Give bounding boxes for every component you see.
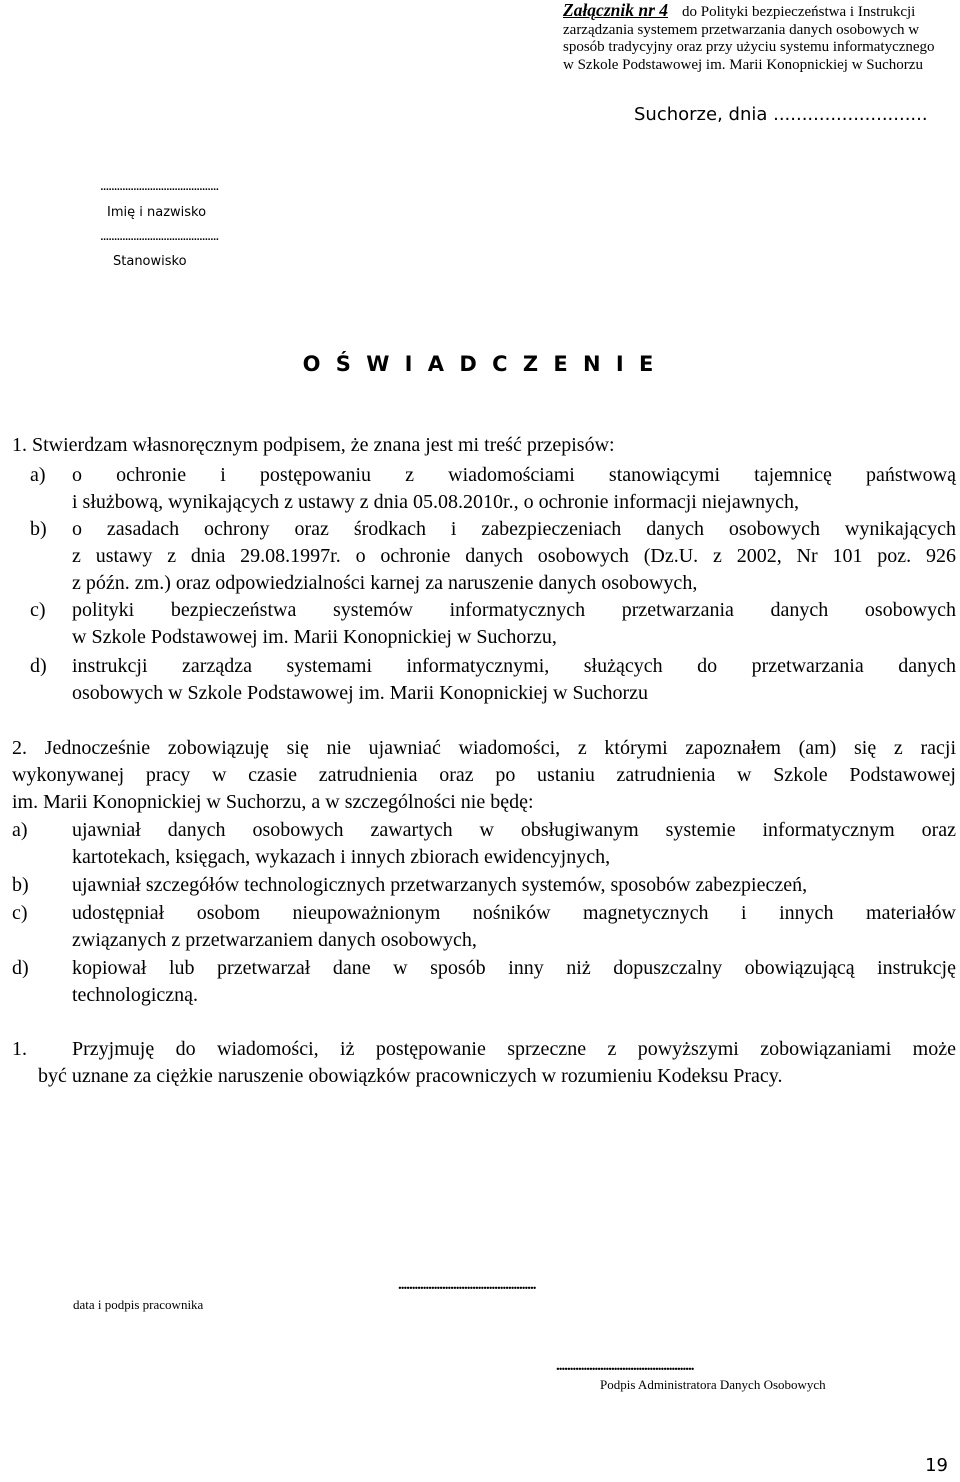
item-1d-label: d) bbox=[30, 655, 47, 677]
admin-signature-label: Podpis Administratora Danych Osobowych bbox=[600, 1377, 826, 1392]
document-heading: O Ś W I A D C Z E N I E bbox=[302, 352, 658, 376]
section-2-line-2: wykonywanej pracy w czasie zatrudnienia oraz po ustaniu zatrudnienia w Szkole Podstawowej bbox=[12, 764, 956, 786]
admin-signature-dots: .................................................. bbox=[556, 1358, 694, 1374]
item-1c-line-1: polityki bezpieczeństwa systemów informatycznych przetwarzania danych osobowych bbox=[72, 599, 956, 621]
place-date: Suchorze, dnia ........................... bbox=[634, 104, 928, 125]
section-2-line-3: im. Marii Konopnickiej w Suchorzu, a w szczególności nie będę: bbox=[12, 791, 534, 813]
item-1a-label: a) bbox=[30, 464, 46, 486]
employee-signature-label: data i podpis pracownika bbox=[73, 1297, 204, 1312]
item-2a-line-1: ujawniał danych osobowych zawartych w obsługiwanym systemie informatycznym oraz bbox=[72, 819, 956, 841]
employee-signature-dots: .................................................. bbox=[398, 1277, 536, 1293]
item-1b-line-2: z ustawy z dnia 29.08.1997r. o ochronie danych osobowych (Dz.U. z 2002, Nr 101 poz. 926 bbox=[72, 545, 956, 567]
section-3-number: 1. bbox=[12, 1038, 27, 1060]
item-2b-label: b) bbox=[12, 874, 29, 896]
item-2b-line-1: ujawniał szczegółów technologicznych przetwarzanych systemów, sposobów zabezpieczeń, bbox=[72, 874, 808, 896]
item-2d-line-1: kopiował lub przetwarzał dane w sposób inny niż dopuszczalny obowiązującą instrukcję bbox=[72, 957, 956, 979]
section-1-intro: 1. Stwierdzam własnoręcznym podpisem, że znana jest mi treść przepisów: bbox=[12, 434, 615, 456]
item-1b-line-3: z późn. zm.) oraz odpowiedzialności karnej za naruszenie danych osobowych, bbox=[72, 572, 698, 594]
item-2a-line-2: kartotekach, księgach, wykazach i innych zbiorach ewidencyjnych, bbox=[72, 846, 611, 868]
header-line-3: sposób tradycyjny oraz przy użyciu systemu informatycznego bbox=[563, 39, 935, 55]
section-3-line-2: być uznane za ciężkie naruszenie obowiązków pracowniczych w rozumieniu Kodeksu Pracy. bbox=[38, 1065, 783, 1087]
item-1d-line-2: osobowych w Szkole Podstawowej im. Marii Konopnickiej w Suchorzu bbox=[72, 682, 649, 704]
item-2d-label: d) bbox=[12, 957, 29, 979]
name-dots: ........................................... bbox=[100, 178, 219, 194]
item-1c-line-2: w Szkole Podstawowej im. Marii Konopnickiej w Suchorzu, bbox=[72, 626, 557, 648]
item-2c-label: c) bbox=[12, 902, 28, 924]
position-label: Stanowisko bbox=[113, 254, 187, 269]
header-note bbox=[563, 2, 957, 74]
item-2c-line-1: udostępniał osobom nieupoważnionym nośników magnetycznych i innych materiałów bbox=[72, 902, 956, 924]
name-label: Imię i nazwisko bbox=[107, 205, 207, 220]
item-1b-line-1: o zasadach ochrony oraz środkach i zabezpieczeniach danych osobowych wynikających bbox=[72, 518, 956, 540]
item-1a-line-1: o ochronie i postępowaniu z wiadomościami stanowiącymi tajemnicę państwową bbox=[72, 464, 956, 486]
attachment-title: Załącznik nr 4 bbox=[563, 0, 669, 20]
section-3-line-1: Przyjmuję do wiadomości, iż postępowanie sprzeczne z powyższymi zobowiązaniami może bbox=[72, 1038, 956, 1060]
item-1a-line-2: i służbową, wynikających z ustawy z dnia 05.08.2010r., o ochronie informacji niejawnych, bbox=[72, 491, 800, 513]
item-2d-line-2: technologiczną. bbox=[72, 984, 199, 1006]
header-line-4: w Szkole Podstawowej im. Marii Konopnickiej w Suchorzu bbox=[563, 56, 923, 73]
section-2-line-1: 2. Jednocześnie zobowiązuję się nie ujawniać wiadomości, z którymi zapoznałem (am) się z racji bbox=[12, 737, 956, 759]
item-1c-label: c) bbox=[30, 599, 46, 621]
item-2a-label: a) bbox=[12, 819, 28, 841]
position-dots: ........................................... bbox=[100, 228, 219, 244]
header-line-2: zarządzania systemem przetwarzania danych osobowych w bbox=[563, 21, 920, 38]
item-2c-line-2: związanych z przetwarzaniem danych osobowych, bbox=[72, 929, 477, 951]
page-number: 19 bbox=[925, 1455, 948, 1476]
item-1d-line-1: instrukcji zarządza systemami informatycznymi, służących do przetwarzania danych bbox=[72, 655, 956, 677]
item-1b-label: b) bbox=[30, 518, 47, 540]
header-line-1: do Polityki bezpieczeństwa i Instrukcji bbox=[682, 4, 916, 20]
